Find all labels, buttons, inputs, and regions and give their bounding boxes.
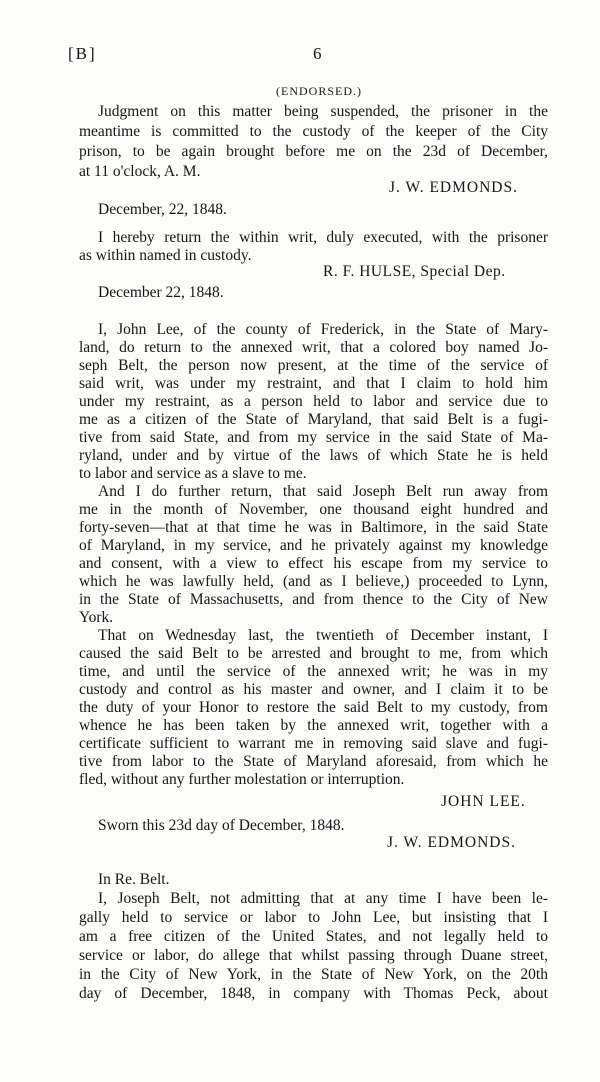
text-line: caused the said Belt to be arrested and brought to me, from which <box>79 645 548 662</box>
case-caption: In Re. Belt. <box>98 871 170 888</box>
text-line: prison, to be again brought before me on the 23d of December, <box>79 143 548 160</box>
text-line: tive from said State, and from my service in the said State of Ma- <box>79 429 548 446</box>
text-line: which he was lawfully held, (and as I believe,) proceeded to Lynn, <box>79 573 548 590</box>
text-line: at 11 o'clock, A. M. <box>79 163 201 180</box>
text-line: said writ, was under my restraint, and that I claim to hold him <box>79 375 548 392</box>
text-line: meantime is committed to the custody of the keeper of the City <box>79 123 548 140</box>
text-line: fled, without any further molestation or interruption. <box>79 771 405 788</box>
judge-signature: J. W. EDMONDS. <box>389 179 518 196</box>
text-line: in the State of Massachusetts, and from thence to the City of New <box>79 591 548 608</box>
return-date: December 22, 1848. <box>98 284 224 301</box>
text-line: ryland, under and by virtue of the laws of which State he is held <box>79 447 548 464</box>
text-line: me as a citizen of the State of Maryland, that said Belt is a fugi- <box>79 411 548 428</box>
text-line: in the City of New York, in the State of New York, on the 20th <box>79 966 548 983</box>
john-lee-signature: JOHN LEE. <box>441 793 526 810</box>
text-line: I, Joseph Belt, not admitting that at any time I have been le- <box>98 890 548 907</box>
text-line: me in the month of November, one thousand eight hundred and <box>79 501 548 518</box>
text-line: under my restraint, as a person held to labor and service due to <box>79 393 548 410</box>
text-line: York. <box>79 609 114 626</box>
text-line: to labor and service as a slave to me. <box>79 465 307 482</box>
text-line: am a free citizen of the United States, and not legally held to <box>79 928 548 945</box>
text-line: and consent, with a view to effect his escape from my service to <box>79 555 548 572</box>
text-line: service or labor, do allege that whilst passing through Duane street, <box>79 947 548 964</box>
text-line: the duty of your Honor to restore the said Belt to my custody, from <box>79 699 548 716</box>
text-line: seph Belt, the person now present, at the time of the service of <box>79 357 548 374</box>
text-line: certificate sufficient to warrant me in removing said slave and fugi- <box>79 735 548 752</box>
text-line: I, John Lee, of the county of Frederick, in the State of Mary- <box>98 321 548 338</box>
text-line: whence he has been taken by the annexed writ, together with a <box>79 717 548 734</box>
page-number: 6 <box>313 44 322 63</box>
endorsed-label: (ENDORSED.) <box>276 84 362 98</box>
text-line: Judgment on this matter being suspended, the prisoner in the <box>98 103 548 120</box>
text-line: That on Wednesday last, the twentieth of December instant, I <box>98 627 548 644</box>
text-line: of Maryland, in my service, and he privately against my knowledge <box>79 537 548 554</box>
text-line: gally held to service or labor to John Lee, but insisting that I <box>79 909 548 926</box>
text-line: as within named in custody. <box>79 247 252 264</box>
text-line: tive from labor to the State of Maryland aforesaid, from which he <box>79 753 548 770</box>
text-line: forty-seven—that at that time he was in Baltimore, in the said State <box>79 519 548 536</box>
text-line: day of December, 1848, in company with Thomas Peck, about <box>79 985 548 1002</box>
text-line: And I do further return, that said Joseph Belt run away from <box>98 483 548 500</box>
text-line: I hereby return the within writ, duly executed, with the prisoner <box>98 229 548 246</box>
text-line: time, and until the service of the annexed writ; he was in my <box>79 663 548 680</box>
text-line: custody and control as his master and owner, and I claim it to be <box>79 681 548 698</box>
sworn-judge-signature: J. W. EDMONDS. <box>387 834 516 851</box>
endorsement-date: December, 22, 1848. <box>98 201 227 218</box>
sworn-line: Sworn this 23d day of December, 1848. <box>98 817 345 834</box>
deputy-signature: R. F. HULSE, Special Dep. <box>323 263 506 280</box>
signature-mark: [B] <box>68 44 97 63</box>
text-line: land, do return to the annexed writ, that a colored boy named Jo- <box>79 339 548 356</box>
